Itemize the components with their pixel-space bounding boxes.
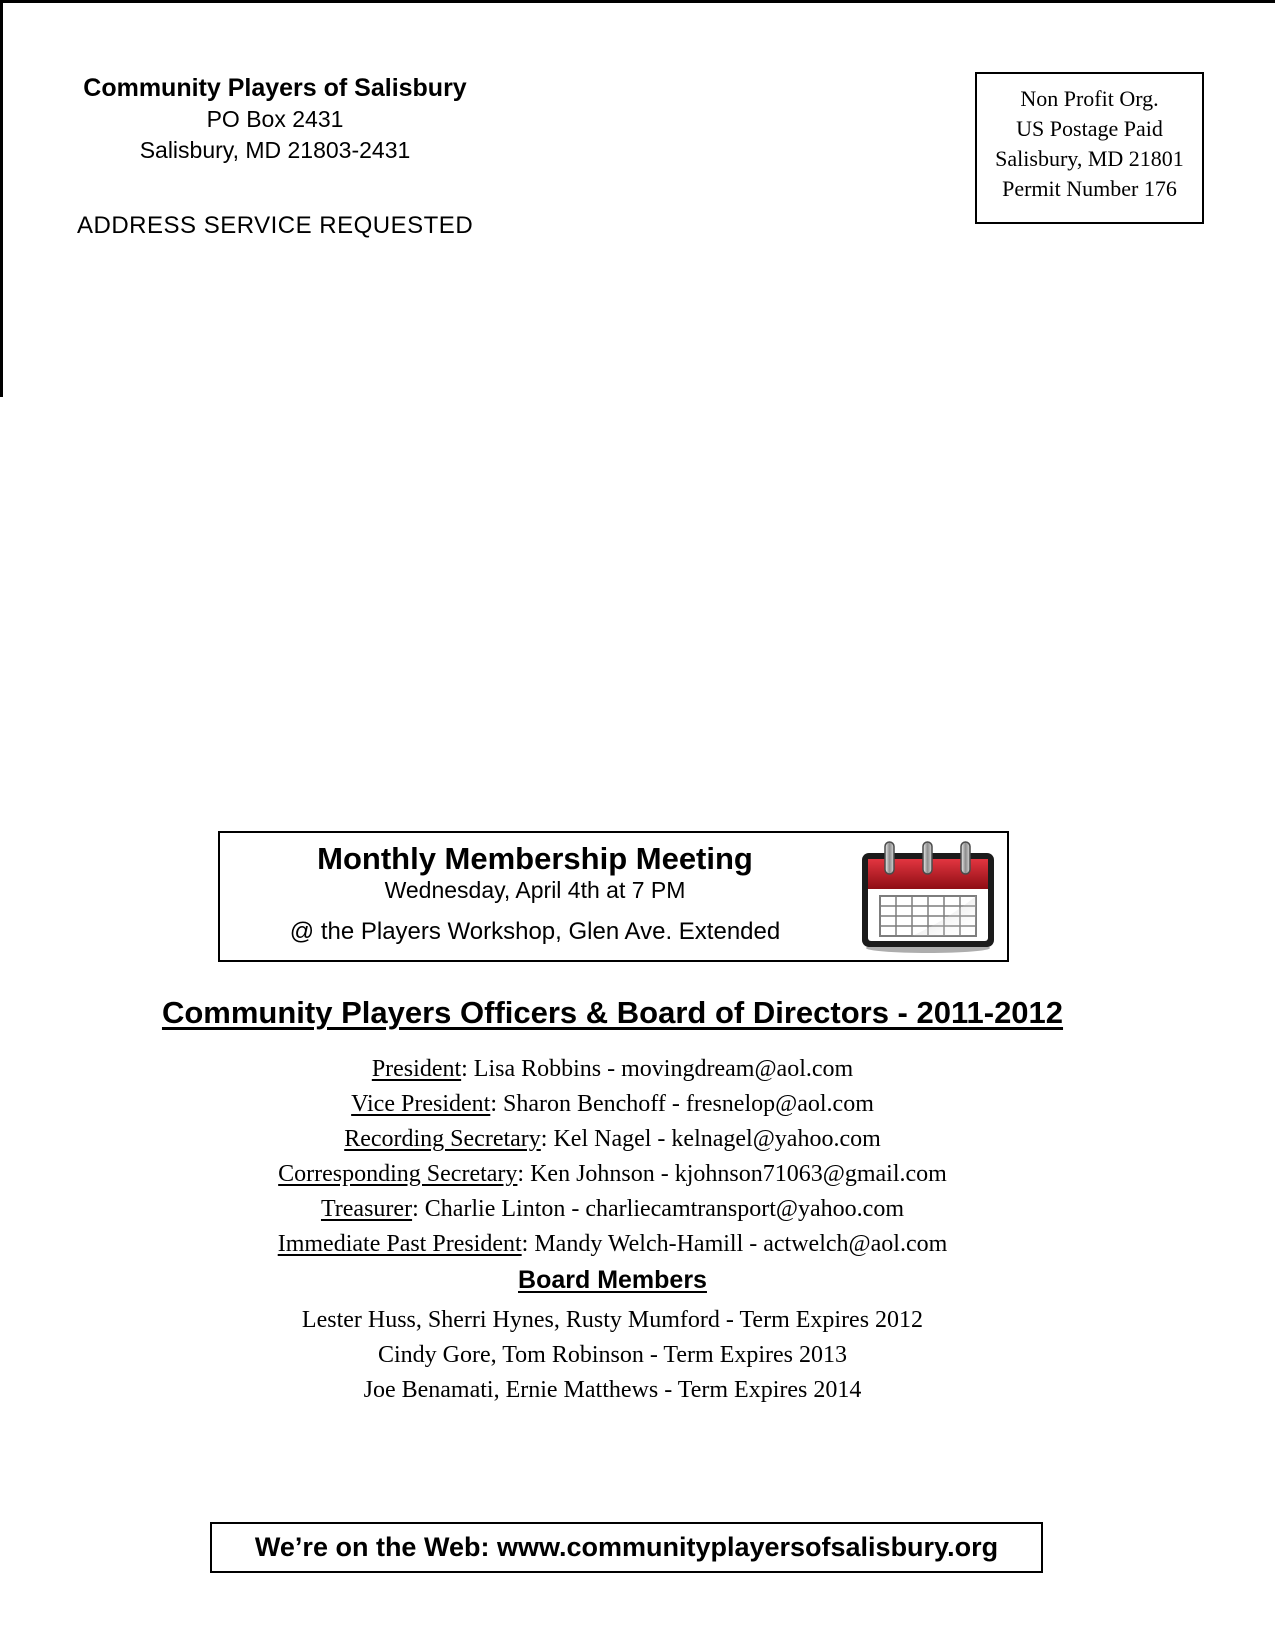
postage-permit-box (975, 72, 1204, 224)
meeting-title: Monthly Membership Meeting (317, 841, 753, 876)
officer-line-treasurer (0, 1192, 1225, 1227)
board-members-term-2014: Joe Benamati, Ernie Matthews - Term Expires 2014 (363, 1377, 862, 1403)
sender-po-box: PO Box 2431 (206, 106, 344, 132)
officer-detail: : Sharon Benchoff - fresnelop@aol.com (490, 1091, 874, 1117)
website-banner-box (210, 1522, 1043, 1573)
address-service-requested: ADDRESS SERVICE REQUESTED (77, 212, 474, 239)
officer-line-corresponding-secretary (0, 1157, 1225, 1192)
meeting-location: @ the Players Workshop, Glen Ave. Extended (289, 918, 781, 945)
officer-detail: : Ken Johnson - kjohnson71063@gmail.com (517, 1161, 947, 1187)
postage-line-3: Salisbury, MD 21801 (995, 146, 1184, 171)
board-members-term-2013: Cindy Gore, Tom Robinson - Term Expires 2013 (377, 1342, 848, 1368)
officer-title: Recording Secretary (344, 1126, 541, 1152)
officers-section-heading: Community Players Officers & Board of Directors - 2011-2012 (161, 995, 1064, 1030)
sender-city-line: Salisbury, MD 21803-2431 (139, 137, 411, 163)
page-left-edge-line (0, 0, 3, 397)
board-members-heading: Board Members (518, 1266, 707, 1294)
page-top-edge-line (0, 0, 1275, 3)
officer-title: Immediate Past President (277, 1231, 522, 1257)
officer-line-vice-president (0, 1087, 1225, 1122)
website-banner-text: We’re on the Web: www.communityplayersofsalisbury.org (254, 1532, 999, 1562)
meeting-datetime: Wednesday, April 4th at 7 PM (384, 877, 686, 903)
officer-detail: : Lisa Robbins - movingdream@aol.com (461, 1056, 854, 1082)
postage-line-4: Permit Number 176 (1002, 176, 1177, 201)
officers-list (0, 1052, 1225, 1262)
sender-org-name: Community Players of Salisbury (83, 74, 467, 102)
board-members-term-2012: Lester Huss, Sherri Hynes, Rusty Mumford - Term Expires 2012 (301, 1307, 924, 1333)
meeting-text-block (230, 841, 840, 946)
officer-detail: : Mandy Welch-Hamill - actwelch@aol.com (521, 1231, 948, 1257)
officer-title: Treasurer (320, 1196, 413, 1222)
officer-detail: : Charlie Linton - charliecamtransport@yahoo.com (412, 1196, 905, 1222)
officer-line-immediate-past-president (0, 1227, 1225, 1262)
officer-title: Corresponding Secretary (278, 1161, 518, 1187)
postage-line-1: Non Profit Org. (1020, 86, 1159, 111)
officer-title: Vice President (351, 1091, 491, 1117)
return-address-block (70, 72, 480, 166)
meeting-announcement-box (218, 831, 1009, 962)
postage-line-2: US Postage Paid (1016, 116, 1163, 141)
officer-title: President (371, 1056, 462, 1082)
officer-line-president (0, 1052, 1225, 1087)
board-members-list (0, 1303, 1225, 1408)
calendar-icon (857, 840, 999, 954)
officer-detail: : Kel Nagel - kelnagel@yahoo.com (540, 1126, 881, 1152)
officer-line-recording-secretary (0, 1122, 1225, 1157)
